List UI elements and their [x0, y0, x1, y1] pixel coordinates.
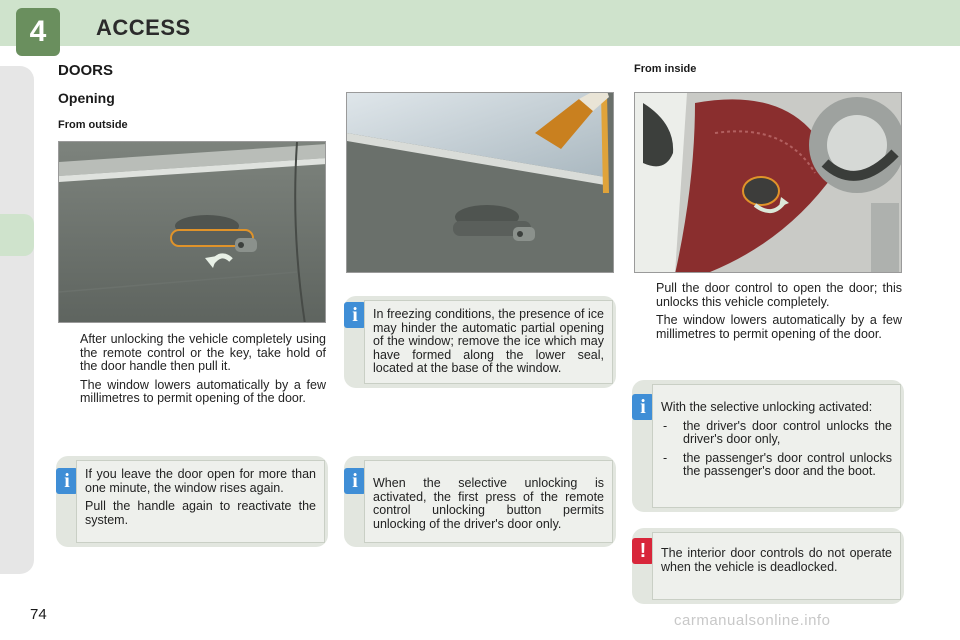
info-paragraph: When the selective unlocking is activated, the first press of the remote control unlocking button permits unlocking of the driver's door only.: [373, 476, 604, 531]
outside-bullet-text: After unlocking the vehicle completely using the remote control or the key, take hold of the door handle then pull it.: [80, 332, 326, 373]
info-box-door-open: [56, 456, 328, 547]
info-icon: i: [344, 302, 366, 328]
info-box-freezing: [344, 296, 616, 388]
inside-instructions: [634, 282, 902, 341]
dash-mark: -: [663, 450, 668, 465]
info-box-selective-outside: [344, 456, 616, 547]
info-icon: i: [344, 468, 366, 494]
list-item-text: the driver's door control unlocks the driver's door only,: [683, 418, 892, 446]
info-box-selective-outside-content: [364, 460, 613, 543]
hand-pointer-icon: [58, 333, 80, 374]
chapter-number-badge: 4: [16, 8, 60, 56]
outside-instructions: [58, 333, 326, 406]
info-icon: i: [632, 394, 654, 420]
warning-icon: !: [632, 538, 654, 564]
ice-scraper-illustration: [346, 92, 614, 273]
exterior-handle-illustration: [58, 141, 326, 323]
list-item: [661, 420, 892, 447]
section-title: DOORS: [58, 62, 114, 79]
info-box-freezing-content: [364, 300, 613, 384]
watermark: carmanualsonline.info: [674, 612, 831, 629]
chapter-title: ACCESS: [96, 15, 191, 40]
outside-window-note: The window lowers automatically by a few millimetres to permit opening of the door.: [80, 377, 326, 405]
info-paragraph: In freezing conditions, the presence of ice may hinder the automatic partial opening of the window; remove the ice which may have formed along the lower seal, located at the base of the window.: [373, 307, 604, 375]
warning-box-content: [652, 532, 901, 600]
outside-heading: From outside: [58, 119, 128, 131]
info-box-door-open-content: [76, 460, 325, 543]
inside-bullet-text: Pull the door control to open the door; this unlocks this vehicle completely.: [656, 281, 902, 309]
info-paragraph: With the selective unlocking activated:: [661, 400, 873, 414]
hand-pointer-icon: [634, 282, 656, 309]
list-item: [661, 452, 892, 479]
outside-bullet: [58, 333, 326, 374]
inside-bullet: [634, 282, 902, 309]
side-rail: [0, 66, 34, 574]
inside-window-note: The window lowers automatically by a few millimetres to permit opening of the door.: [656, 313, 902, 341]
section-subtitle: Opening: [58, 90, 115, 106]
info-box-selective-inside-content: [652, 384, 901, 508]
dash-mark: -: [663, 418, 668, 433]
inside-heading: From inside: [634, 63, 697, 75]
list-item-text: the passenger's door control unlocks the passenger's door and the boot.: [683, 450, 892, 478]
page-number: 74: [30, 606, 47, 623]
info-paragraph: If you leave the door open for more than one minute, the window rises again.: [85, 467, 316, 495]
warning-box-deadlocked: [632, 528, 904, 604]
info-paragraph: Pull the handle again to reactivate the system.: [85, 499, 316, 527]
warning-paragraph: The interior door controls do not operate when the vehicle is deadlocked.: [661, 546, 892, 574]
side-chapter-tab: [0, 214, 34, 256]
info-box-selective-inside: [632, 380, 904, 512]
info-icon: i: [56, 468, 78, 494]
interior-control-illustration: [634, 92, 902, 273]
